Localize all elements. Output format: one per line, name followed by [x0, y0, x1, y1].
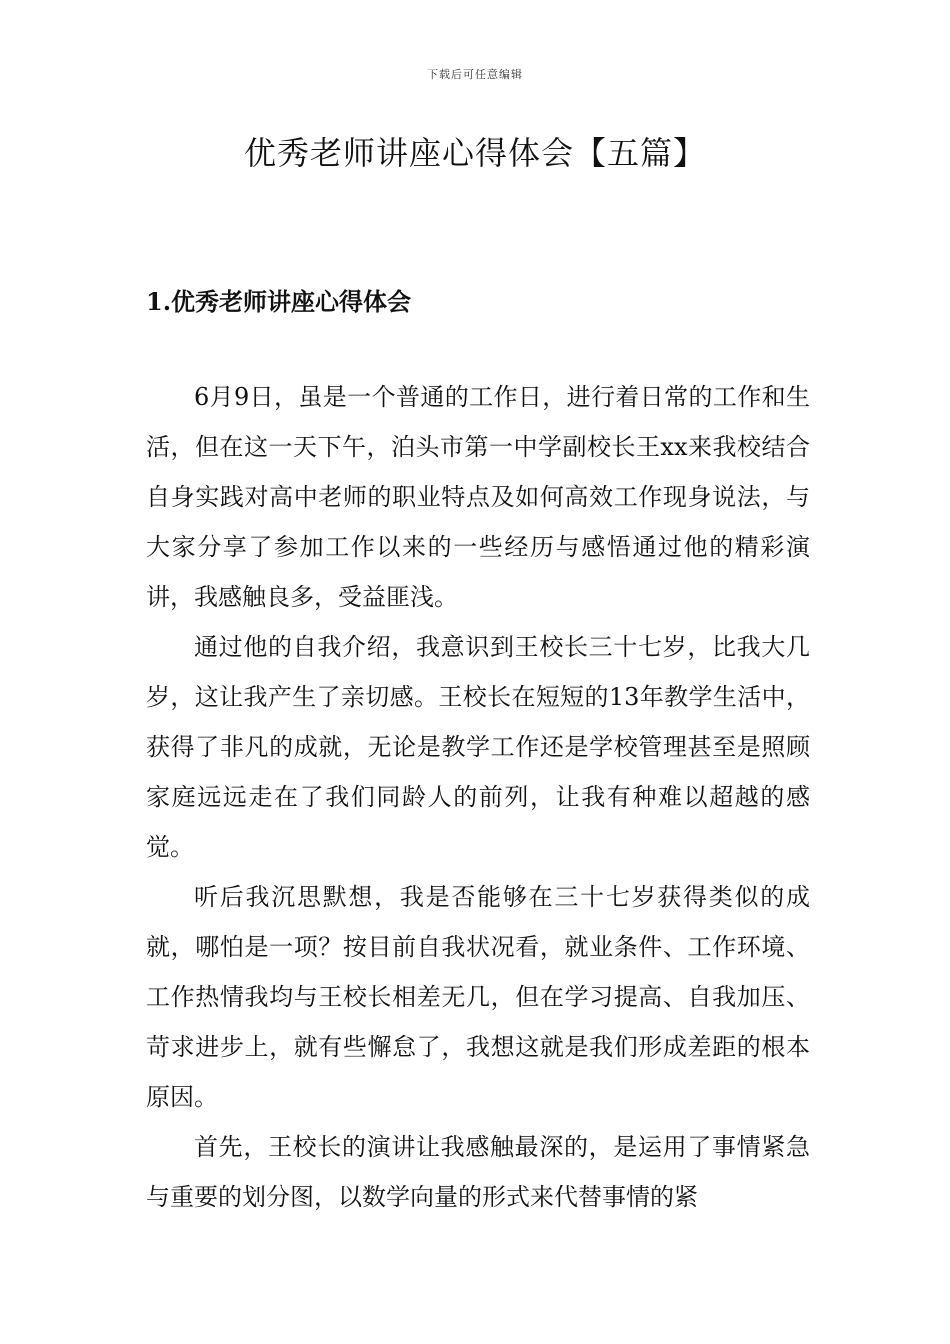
paragraph-1: 6月9日，虽是一个普通的工作日，进行着日常的工作和生活，但在这一天下午，泊头市第一中学副校长王xx来我校结合自身实践对高中老师的职业特点及如何高效工作现身说法，与大家分享了参加工作以来的一些经历与感悟通过他的精彩演讲，我感触良多，受益匪浅。: [146, 383, 810, 611]
header-note: 下载后可任意编辑: [427, 68, 523, 81]
paragraph-4: 首先，王校长的演讲让我感触最深的，是运用了事情紧急与重要的划分图，以数学向量的形式来代替事情的紧: [146, 1133, 810, 1211]
section-heading: 1.优秀老师讲座心得体会: [146, 287, 412, 316]
paragraph-2: 通过他的自我介绍，我意识到王校长三十七岁，比我大几岁，这让我产生了亲切感。王校长在短短的13年教学生活中，获得了非凡的成就，无论是教学工作还是学校管理甚至是照顾家庭远远走在了我们同龄人的前列，让我有种难以超越的感觉。: [146, 633, 810, 861]
paragraph-3: 听后我沉思默想，我是否能够在三十七岁获得类似的成就，哪怕是一项？按目前自我状况看，就业条件、工作环境、工作热情我均与王校长相差无几，但在学习提高、自我加压、苛求进步上，就有些懈怠了，我想这就是我们形成差距的根本原因。: [146, 883, 810, 1111]
document-title: 优秀老师讲座心得体会【五篇】: [243, 134, 706, 172]
body-text: [146, 372, 810, 1222]
